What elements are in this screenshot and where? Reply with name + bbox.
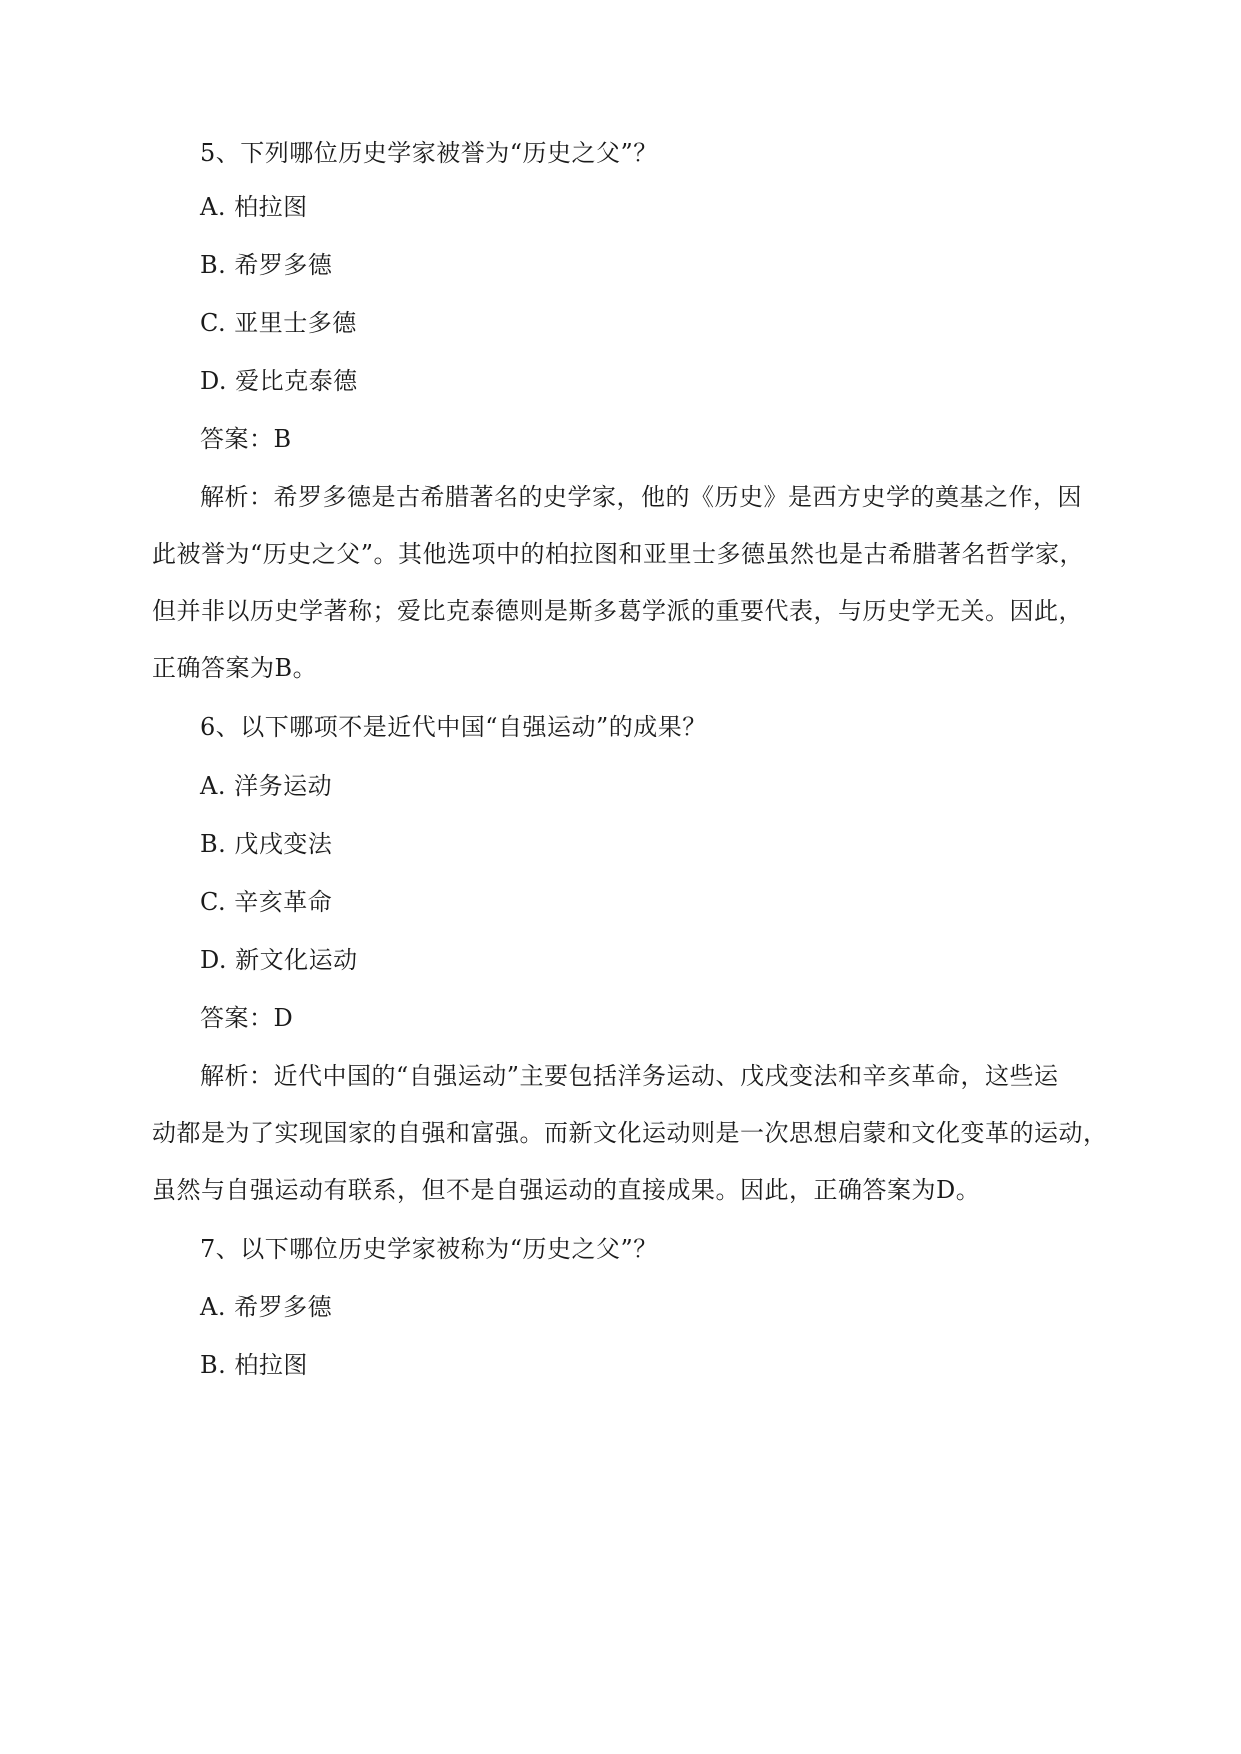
q6-explanation-line-1: 解析：近代中国的“自强运动”主要包括洋务运动、戊戌变法和辛亥革命，这些运 xyxy=(200,1062,1059,1090)
q6-option-b: B. 戊戌变法 xyxy=(200,830,333,858)
q5-option-b: B. 希罗多德 xyxy=(200,251,333,279)
q6-option-a: A. 洋务运动 xyxy=(200,772,333,800)
q5-option-a: A. 柏拉图 xyxy=(200,193,308,221)
q5-option-d: D. 爱比克泰德 xyxy=(200,367,358,395)
q5-explanation-line-4: 正确答案为B。 xyxy=(152,654,318,682)
q5-explanation-line-2: 此被誉为“历史之父”。其他选项中的柏拉图和亚里士多德虽然也是古希腊著名哲学家， xyxy=(152,540,1085,568)
q7-option-a: A. 希罗多德 xyxy=(200,1293,333,1321)
q6-option-c: C. 辛亥革命 xyxy=(200,888,333,916)
q5-option-c: C. 亚里士多德 xyxy=(200,309,357,337)
q6-explanation-line-2: 动都是为了实现国家的自强和富强。而新文化运动则是一次思想启蒙和文化变革的运动， xyxy=(152,1119,1108,1147)
question-5: 5、下列哪位历史学家被誉为“历史之父”？ xyxy=(200,139,658,167)
question-7: 7、以下哪位历史学家被称为“历史之父”？ xyxy=(200,1235,658,1263)
q6-explanation-line-3: 虽然与自强运动有联系，但不是自强运动的直接成果。因此，正确答案为D。 xyxy=(152,1176,981,1204)
q6-option-d: D. 新文化运动 xyxy=(200,946,358,974)
q7-option-b: B. 柏拉图 xyxy=(200,1351,308,1379)
q6-answer: 答案：D xyxy=(200,1004,294,1032)
q5-explanation-line-1: 解析：希罗多德是古希腊著名的史学家，他的《历史》是西方史学的奠基之作，因 xyxy=(200,483,1082,511)
question-6: 6、以下哪项不是近代中国“自强运动”的成果？ xyxy=(200,713,707,741)
q5-explanation-line-3: 但并非以历史学著称；爱比克泰德则是斯多葛学派的重要代表，与历史学无关。因此， xyxy=(152,597,1083,625)
q5-answer: 答案：B xyxy=(200,425,292,453)
